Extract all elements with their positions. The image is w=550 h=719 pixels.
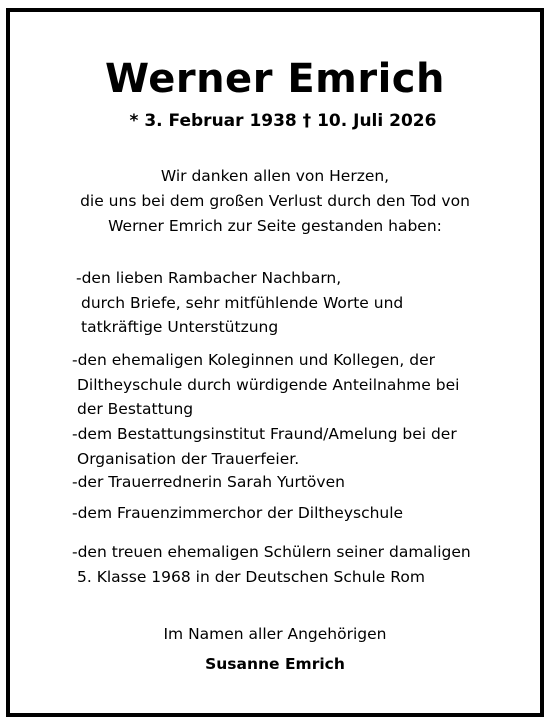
list-item <box>72 470 345 495</box>
list-item-line: -den ehemaligen Koleginnen und Kollegen, der <box>72 351 435 369</box>
list-item-line: -dem Bestattungsinstitut Fraund/Amelung bei der <box>72 425 457 443</box>
thanks-line: Wir danken allen von Herzen, <box>160 167 390 185</box>
notice-border <box>6 8 544 717</box>
list-item <box>72 501 403 526</box>
list-item-line: der Bestattung <box>77 400 194 418</box>
thanks-line: Werner Emrich zur Seite gestanden haben: <box>108 217 442 235</box>
list-item-line: durch Briefe, sehr mitfühlende Worte und <box>81 293 404 312</box>
list-item-line: -den treuen ehemaligen Schülern seiner damaligen <box>72 543 471 561</box>
life-dates: * 3. Februar 1938 † 10. Juli 2026 <box>129 111 437 131</box>
thanks-text <box>10 164 540 239</box>
list-item <box>72 422 457 471</box>
list-item-line: Organisation der Trauerfeier. <box>77 449 300 468</box>
list-item <box>76 266 403 340</box>
deceased-name: Werner Emrich <box>105 56 445 102</box>
thanks-line: die uns bei dem großen Verlust durch den Tod von <box>80 192 470 210</box>
list-item-line: tatkräftige Unterstützung <box>81 318 279 336</box>
list-item-line: -der Trauerrednerin Sarah Yurtöven <box>72 473 345 491</box>
obituary-notice <box>10 12 540 713</box>
list-item-line: -den lieben Rambacher Nachbarn, <box>76 269 342 287</box>
signature-name: Susanne Emrich <box>205 655 345 673</box>
list-item-line: 5. Klasse 1968 in der Deutschen Schule Rom <box>77 567 425 586</box>
list-item-line: Diltheyschule durch würdigende Anteilnahme bei <box>77 375 460 394</box>
list-item <box>72 540 471 589</box>
list-item-line: -dem Frauenzimmerchor der Diltheyschule <box>72 504 404 522</box>
closing-text: Im Namen aller Angehörigen <box>163 625 387 643</box>
list-item <box>72 348 459 422</box>
